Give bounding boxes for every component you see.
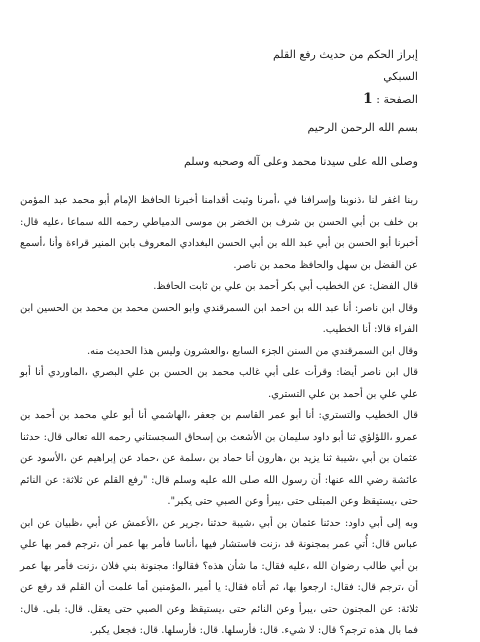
paragraph: وقال ابن ناصر: أنا عبد الله بن احمد ابن السمرقندي وابو الحسن محمد بن محمد بن الحسين ابن الفراء قالا: أنا الخطيب. (20, 302, 418, 335)
book-title: إبراز الحكم من حديث رفع القلم (272, 48, 418, 61)
paragraph: ربنا اغفر لنا ،ذنوبنا وإسرافنا في ،أمرنا وثبت أقدامنا أخبرنا الحافظ الإمام أبو محمد عبد المؤمن بن خلف بن أبي الحسن بن شرف بن الخضر بن موسى الدمياطي رحمه الله سماعا ،عليه قال: أخبرنا أبو الحسن بن أبي عبد الله بن أبي الحسن البغدادي المعروف بابن المنير قراءة وأنا ،أسمع عن الفضل بن سهل والحافظ محمد بن ناصر. (20, 195, 418, 271)
document-header (218, 44, 418, 111)
paragraph: وقال ابن السمرقندي من السنن الجزء السابع ،والعشرون وليس هذا الحديث منه. (86, 345, 418, 357)
page-number-line (218, 88, 418, 111)
salawat-line: وصلى الله على سيدنا محمد وعلى آله وصحبه وسلم (183, 155, 418, 168)
page-number-label: الصفحة : (376, 93, 418, 106)
paragraph: قال الخطيب والتستري: أنا أبو عمر القاسم بن جعفر ،الهاشمي أنا أبو علي محمد بن أحمد بن عمرو ،اللؤلؤي ثنا أبو داود سليمان بن الأشعث بن إسحاق السجستاني رحمه الله تعالى قال: حدثنا عثمان بن أبي ،شيبة ثنا يزيد بن ،هارون أنا حماد بن ،سلمة عن ،حماد عن إبراهيم عن ،الأسود عن عائشة رضي الله عنها: أن رسول الله صلى الله عليه وسلم قال: "رفع القلم عن ثلاثة: عن النائم حتى ،يستيقظ وعن المبتلى حتى ،يبرأ وعن الصبي حتى يكبر". (20, 410, 418, 507)
page-number: 1 (363, 91, 373, 107)
paragraph: قال ابن ناصر أيضا: وقرأت على أبي غالب محمد بن الحسن بن علي البصري ،الماوردي أنا أبو علي علي بن أحمد بن علي التستري. (20, 367, 418, 400)
body-text (20, 190, 418, 642)
paragraph: وبه إلى أبي داود: حدثنا عثمان بن أبي ،شيبة حدثنا ،جرير عن ،الأعمش عن أبي ،ظبيان عن ابن عباس قال: أُتي عمر بمجنونة قد ،زنت فاستشار فيها ،أناسا فأمر بها عمر أن ،ترجم فمر بها علي بن أبي طالب رضوان الله ،عليه فقال: ما شأن هذه؟ فقالوا: مجنونة بني فلان ،زنت فأمر بها عمر أن ،ترجم قال: فقال: ارجعوا بها، ثم أتاه فقال: يا أمير ،المؤمنين أما علمت أن القلم قد رفع عن ثلاثة: عن المجنون حتى ،يبرأ وعن النائم حتى ،يستيقظ وعن الصبي حتى يعقل. قال: بلى. قال: فما بال هذه ترجم؟ قال: لا شيء. قال: فأرسلها. قال: فأرسلها. قال: فجعل يكبر. (20, 517, 418, 636)
author-name: السبكي (383, 70, 418, 83)
basmala: بسم الله الرحمن الرحيم (307, 121, 418, 134)
paragraph: قال الفضل: عن الخطيب أبي بكر أحمد بن علي بن ثابت الحافظ. (153, 281, 418, 292)
